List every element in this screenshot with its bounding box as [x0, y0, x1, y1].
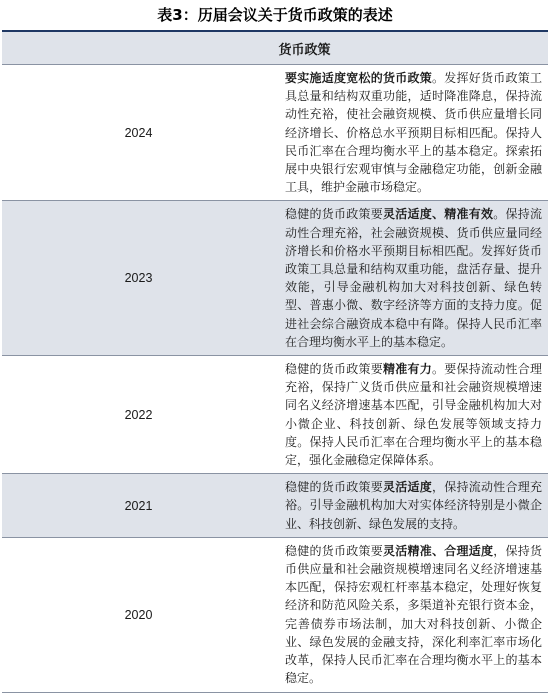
policy-text-cell	[275, 537, 548, 692]
year-cell: 2021	[2, 474, 275, 538]
year-cell: 2022	[2, 356, 275, 474]
highlight-text: 灵活精准、合理适度	[382, 543, 494, 558]
body-text: 稳健的货币政策要	[285, 207, 383, 222]
header-policy: 货币政策	[2, 32, 548, 65]
table-title: 表3：历届会议关于货币政策的表述	[2, 0, 548, 32]
table-header-row	[2, 32, 548, 65]
table-row-2023	[2, 201, 548, 356]
year-cell: 2020	[2, 537, 275, 692]
body-text: ，保持货币供应量和社会融资规模增速同名义经济增速基本匹配，保持宏观杠杆率基本稳定，处理好恢复经济和防范风险关系，多渠道补充银行资本金，完善债券市场法制，加大对科技创新、小微企业、绿色发展的金融支持，深化利率汇率市场化改革，保持人民币汇率在合理均衡水平上的基本稳定。	[285, 543, 542, 686]
policy-text-cell	[275, 201, 548, 356]
table-row-2021	[2, 474, 548, 538]
table-row-2024	[2, 65, 548, 201]
year-cell: 2024	[2, 65, 275, 201]
body-text: 稳健的货币政策要	[285, 480, 383, 495]
year-cell: 2023	[2, 201, 275, 356]
highlight-text: 精准有力	[382, 362, 432, 377]
body-text: 。要保持流动性合理充裕，保持广义货币供应量和社会融资规模增速同名义经济增速基本匹配，引导金融机构加大对小微企业、科技创新、绿色发展等领域支持力度。保持人民币汇率在合理均衡水平上的基本稳定，强化金融稳定保障体系。	[285, 362, 542, 468]
body-text: 。发挥好货币政策工具总量和结构双重功能，适时降准降息，保持流动性充裕，使社会融资规模、货币供应量增长同经济增长、价格总水平预期目标相匹配。保持人民币汇率在合理均衡水平上的基本稳定。探索拓展中央银行宏观审慎与金融稳定功能，创新金融工具，维护金融市场稳定。	[285, 71, 542, 195]
body-text: 。保持流动性合理充裕，社会融资规模、货币供应量同经济增长和价格水平预期目标相匹配。发挥好货币政策工具总量和结构双重功能，盘活存量、提升效能，引导金融机构加大对科技创新、绿色转型、普惠小微、数字经济等方面的支持力度。促进社会综合融资成本稳中有降。保持人民币汇率在合理均衡水平上的基本稳定。	[285, 207, 542, 349]
policy-table	[2, 32, 548, 693]
policy-text-cell	[275, 356, 548, 474]
policy-text-cell	[275, 474, 548, 538]
body-text: ，保持流动性合理充裕。引导金融机构加大对实体经济特别是小微企业、科技创新、绿色发展的支持。	[285, 480, 542, 531]
table-row-2020	[2, 537, 548, 692]
highlight-text: 灵活适度	[382, 480, 432, 495]
policy-text-cell	[275, 65, 548, 201]
highlight-text: 要实施适度宽松的货币政策	[285, 71, 432, 85]
body-text: 稳健的货币政策要	[285, 362, 383, 377]
body-text: 稳健的货币政策要	[285, 543, 383, 558]
highlight-text: 灵活适度、精准有效	[382, 207, 494, 222]
table-row-2022	[2, 356, 548, 474]
